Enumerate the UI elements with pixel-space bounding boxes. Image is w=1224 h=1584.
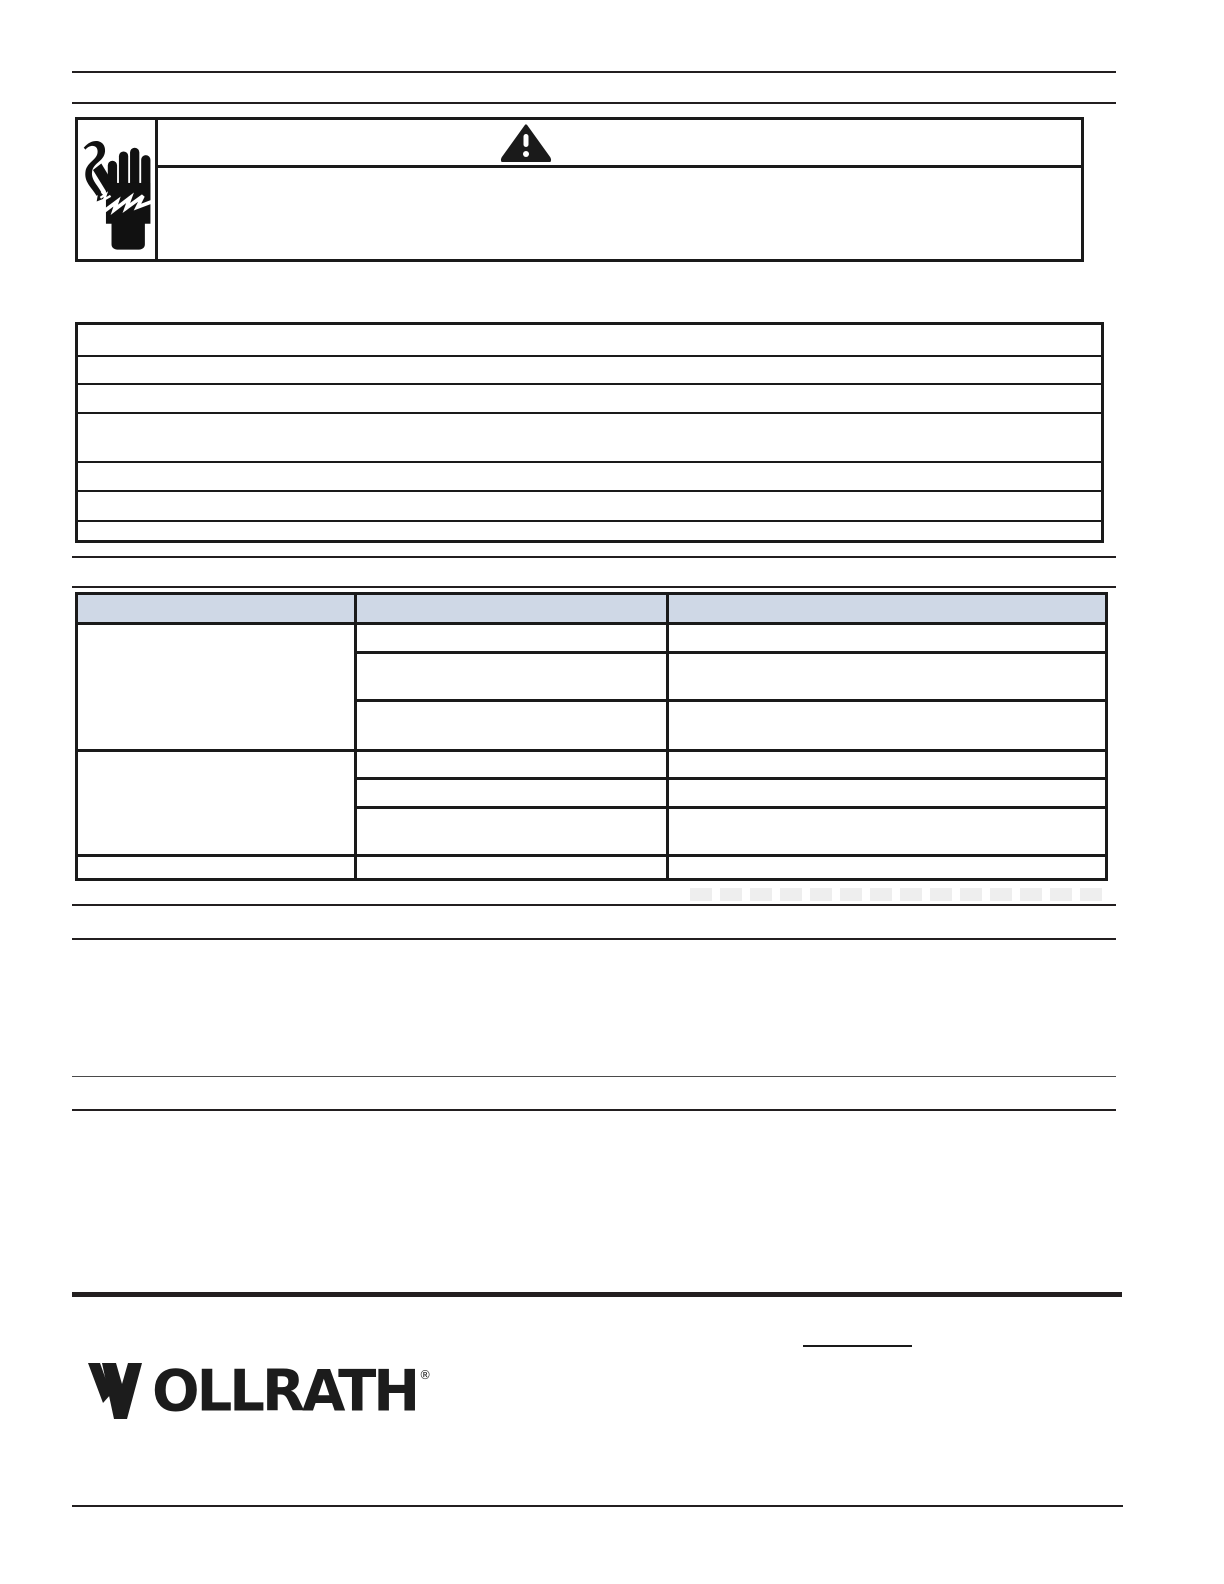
warning-header bbox=[158, 120, 1081, 168]
notice-table bbox=[75, 322, 1104, 543]
sub-row-divider bbox=[354, 777, 1105, 780]
warning-body-text bbox=[158, 168, 1081, 259]
row-divider bbox=[78, 854, 1105, 857]
table-row bbox=[78, 461, 1101, 490]
troubleshooting-table bbox=[75, 592, 1108, 881]
faint-redaction-marks bbox=[690, 888, 1104, 901]
warning-triangle-icon bbox=[500, 124, 552, 162]
table-row bbox=[78, 325, 1101, 355]
troubleshooting-header-row bbox=[78, 595, 1105, 625]
section-rule bbox=[72, 938, 1116, 940]
sub-row-divider bbox=[354, 651, 1105, 654]
electric-shock-hand-icon bbox=[80, 136, 156, 254]
header-rule-top bbox=[72, 71, 1116, 73]
row-divider bbox=[78, 749, 1105, 752]
sub-row-divider bbox=[354, 806, 1105, 809]
registered-trademark-symbol: ® bbox=[419, 1368, 432, 1382]
section-rule bbox=[72, 1109, 1116, 1111]
column-divider bbox=[666, 595, 669, 878]
section-rule bbox=[72, 556, 1116, 558]
table-row bbox=[78, 355, 1101, 383]
table-row bbox=[78, 383, 1101, 412]
vollrath-logo bbox=[88, 1358, 432, 1425]
section-rule bbox=[72, 586, 1116, 588]
vollrath-v-mark-icon bbox=[88, 1362, 150, 1420]
footnote-underline bbox=[803, 1345, 912, 1347]
header-rule-bottom bbox=[72, 102, 1116, 104]
warning-content bbox=[158, 120, 1081, 259]
table-row bbox=[78, 412, 1101, 461]
logo-wordmark: OLLRATH bbox=[152, 1358, 418, 1425]
footer-divider bbox=[72, 1292, 1122, 1297]
sub-row-divider bbox=[354, 699, 1105, 702]
bottom-rule bbox=[72, 1505, 1123, 1507]
column-divider bbox=[354, 595, 357, 878]
warning-hazard-cell bbox=[78, 120, 158, 259]
table-row bbox=[78, 520, 1101, 540]
section-rule bbox=[72, 1076, 1116, 1077]
warning-box bbox=[75, 117, 1084, 262]
table-row bbox=[78, 490, 1101, 520]
section-rule bbox=[72, 904, 1116, 906]
